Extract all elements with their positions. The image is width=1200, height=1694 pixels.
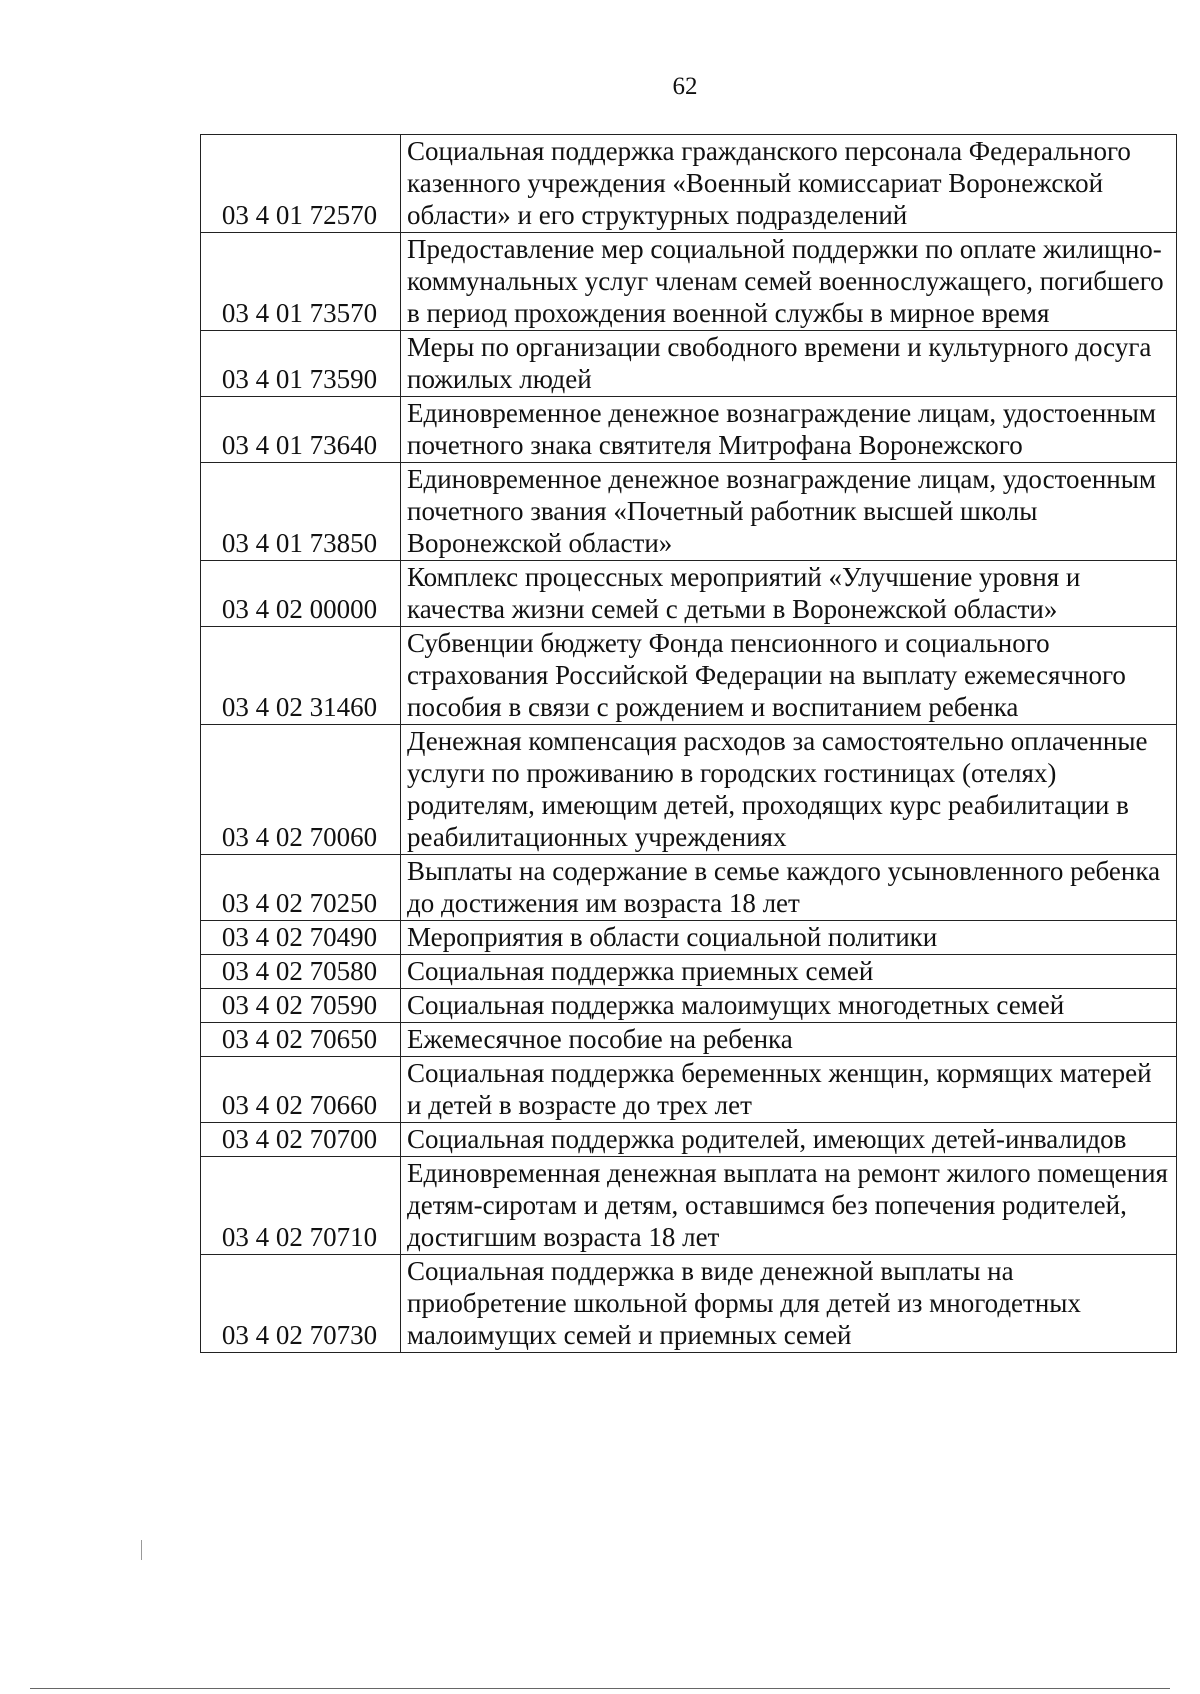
row-code: 03 4 01 73640 <box>201 397 401 463</box>
row-code: 03 4 02 70590 <box>201 989 401 1023</box>
row-code: 03 4 01 73590 <box>201 331 401 397</box>
row-description: Выплаты на содержание в семье каждого усыновленного ребенка до достижения им возраста 18 лет <box>401 855 1177 921</box>
table-row <box>201 1023 1177 1057</box>
table-row <box>201 135 1177 233</box>
budget-codes-table <box>200 134 1177 1353</box>
table-row <box>201 397 1177 463</box>
row-code: 03 4 02 70710 <box>201 1157 401 1255</box>
row-code: 03 4 02 70580 <box>201 955 401 989</box>
table-row <box>201 1255 1177 1353</box>
table-row <box>201 561 1177 627</box>
row-code: 03 4 02 70490 <box>201 921 401 955</box>
row-description: Меры по организации свободного времени и культурного досуга пожилых людей <box>401 331 1177 397</box>
row-description: Социальная поддержка родителей, имеющих детей-инвалидов <box>401 1123 1177 1157</box>
row-description: Мероприятия в области социальной политики <box>401 921 1177 955</box>
table-row <box>201 1123 1177 1157</box>
row-code: 03 4 01 72570 <box>201 135 401 233</box>
row-description: Единовременная денежная выплата на ремонт жилого помещения детям-сиротам и детям, оставшимся без попечения родителей, достигшим возраста 18 лет <box>401 1157 1177 1255</box>
table-row <box>201 725 1177 855</box>
table-row <box>201 463 1177 561</box>
table-row <box>201 1157 1177 1255</box>
table-row <box>201 921 1177 955</box>
table-row <box>201 989 1177 1023</box>
page-bottom-rule <box>30 1688 1170 1689</box>
row-description: Социальная поддержка беременных женщин, кормящих матерей и детей в возрасте до трех лет <box>401 1057 1177 1123</box>
row-code: 03 4 02 00000 <box>201 561 401 627</box>
row-description: Денежная компенсация расходов за самостоятельно оплаченные услуги по проживанию в городских гостиницах (отелях) родителям, имеющим детей, проходящих курс реабилитации в реабилитационных учреждениях <box>401 725 1177 855</box>
row-code: 03 4 02 31460 <box>201 627 401 725</box>
row-code: 03 4 02 70060 <box>201 725 401 855</box>
table-row <box>201 955 1177 989</box>
table-row <box>201 627 1177 725</box>
row-description: Субвенции бюджету Фонда пенсионного и социального страхования Российской Федерации на выплату ежемесячного пособия в связи с рождением и воспитанием ребенка <box>401 627 1177 725</box>
row-description: Социальная поддержка гражданского персонала Федерального казенного учреждения «Военный комиссариат Воронежской области» и его структурных подразделений <box>401 135 1177 233</box>
table-row <box>201 331 1177 397</box>
row-description: Социальная поддержка в виде денежной выплаты на приобретение школьной формы для детей из многодетных малоимущих семей и приемных семей <box>401 1255 1177 1353</box>
row-code: 03 4 02 70700 <box>201 1123 401 1157</box>
row-description: Социальная поддержка малоимущих многодетных семей <box>401 989 1177 1023</box>
row-description: Предоставление мер социальной поддержки по оплате жилищно-коммунальных услуг членам семей военнослужащего, погибшего в период прохождения военной службы в мирное время <box>401 233 1177 331</box>
scan-margin-mark <box>141 1540 142 1560</box>
table-row <box>201 855 1177 921</box>
row-description: Единовременное денежное вознаграждение лицам, удостоенным почетного знака святителя Митрофана Воронежского <box>401 397 1177 463</box>
page-number: 62 <box>672 73 698 100</box>
row-description: Единовременное денежное вознаграждение лицам, удостоенным почетного звания «Почетный работник высшей школы Воронежской области» <box>401 463 1177 561</box>
row-code: 03 4 02 70250 <box>201 855 401 921</box>
row-description: Социальная поддержка приемных семей <box>401 955 1177 989</box>
row-description: Ежемесячное пособие на ребенка <box>401 1023 1177 1057</box>
row-code: 03 4 02 70650 <box>201 1023 401 1057</box>
row-description: Комплекс процессных мероприятий «Улучшение уровня и качества жизни семей с детьми в Воронежской области» <box>401 561 1177 627</box>
table-row <box>201 1057 1177 1123</box>
row-code: 03 4 02 70730 <box>201 1255 401 1353</box>
row-code: 03 4 02 70660 <box>201 1057 401 1123</box>
row-code: 03 4 01 73850 <box>201 463 401 561</box>
table-row <box>201 233 1177 331</box>
row-code: 03 4 01 73570 <box>201 233 401 331</box>
